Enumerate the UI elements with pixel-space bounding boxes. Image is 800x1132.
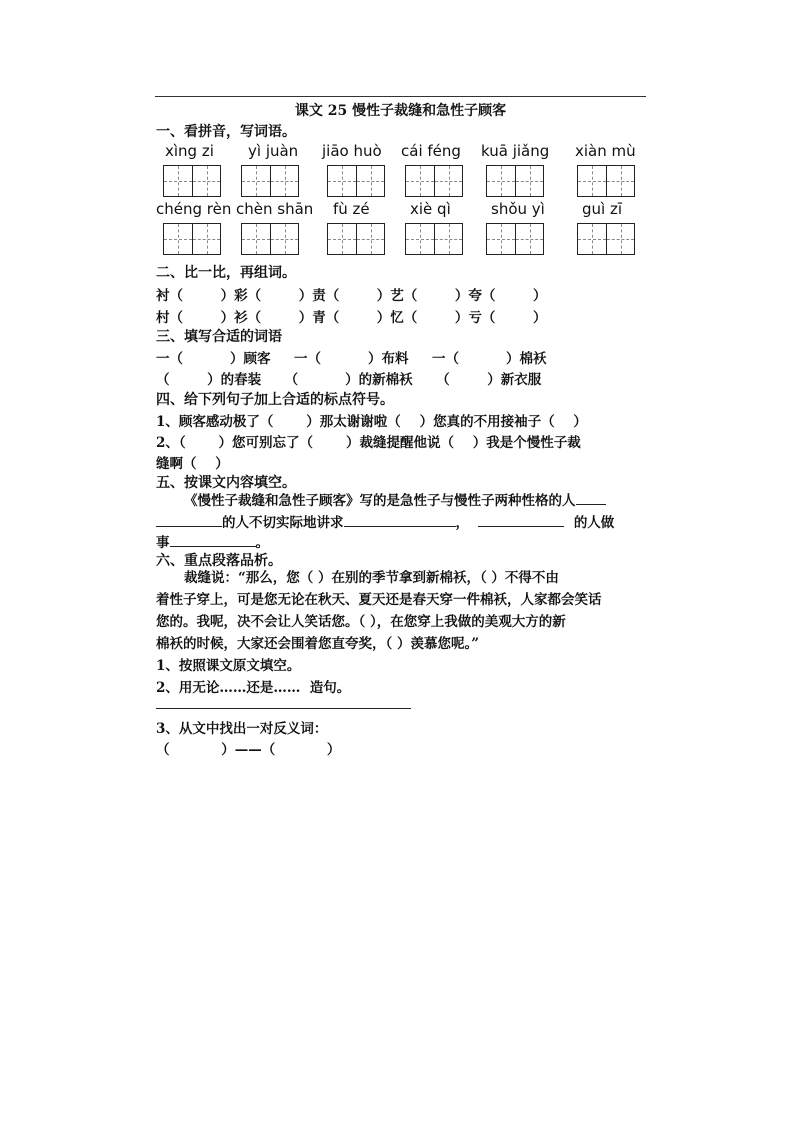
pinyin-label: fù zé — [333, 200, 370, 218]
punctuation-sentence-2: 2、（ ）您可别忘了（ ）裁缝提醒他说（ ）我是个慢性子裁 — [156, 435, 581, 451]
section-5-text: 的人不切实际地讲求 — [222, 515, 344, 531]
pinyin-label: xiàn mù — [575, 142, 636, 160]
page-title: 课文 25 慢性子裁缝和急性子顾客 — [294, 103, 507, 119]
answer-blank[interactable] — [478, 512, 564, 527]
question-1: 1、按照课文原文填空。 — [156, 658, 301, 674]
section-5-line-1 — [156, 490, 648, 512]
writing-grid[interactable] — [577, 165, 635, 197]
passage-line-1: 裁缝说：“那么，您（ ）在别的季节拿到新棉袄，（ ）不得不由 — [184, 570, 559, 586]
writing-grid[interactable] — [405, 165, 463, 197]
section-5-line-2 — [156, 512, 648, 534]
writing-grid[interactable] — [327, 223, 385, 255]
section-4-heading: 四、给下列句子加上合适的标点符号。 — [156, 392, 394, 408]
pinyin-label: xiè qì — [410, 200, 451, 218]
fill-row-1: 一（ ）顾客 一（ ）布料 一（ ）棉袄 — [156, 351, 547, 367]
pinyin-label: chèn shān — [236, 200, 314, 218]
pinyin-label: guì zī — [582, 200, 623, 218]
answer-blank[interactable] — [344, 512, 456, 527]
pinyin-label: cái féng — [401, 142, 461, 160]
section-1-heading: 一、看拼音，写词语。 — [156, 124, 296, 140]
section-5-text: 事 — [156, 535, 170, 551]
section-6-heading: 六、重点段落品析。 — [156, 553, 282, 569]
writing-grid[interactable] — [577, 223, 635, 255]
punctuation-sentence-1: 1、顾客感动极了（ ）那太谢谢啦（ ）您真的不用接袖子（ ） — [156, 414, 587, 430]
writing-grid[interactable] — [486, 223, 544, 255]
section-5-text: ， — [455, 515, 469, 531]
answer-line[interactable] — [156, 708, 411, 709]
answer-blank[interactable] — [576, 490, 606, 505]
writing-grid[interactable] — [241, 223, 299, 255]
section-3-heading: 三、填写合适的词语 — [156, 329, 282, 345]
pinyin-label: jiāo huò — [322, 142, 382, 160]
pinyin-label: shǒu yì — [491, 200, 545, 218]
writing-grid[interactable] — [486, 165, 544, 197]
compare-row-2: 村（ ）衫（ ）青（ ）忆（ ）亏（ ） — [156, 310, 547, 326]
writing-grid[interactable] — [163, 165, 221, 197]
writing-grid[interactable] — [241, 165, 299, 197]
section-5-text: 的人做 — [573, 515, 615, 531]
section-2-heading: 二、比一比，再组词。 — [156, 265, 296, 281]
compare-row-1: 衬（ ）彩（ ）责（ ）艺（ ）夸（ ） — [156, 288, 547, 304]
writing-grid[interactable] — [327, 165, 385, 197]
writing-grid[interactable] — [163, 223, 221, 255]
passage-line-2: 着性子穿上，可是您无论在秋天、夏天还是春天穿一件棉袄，人家都会笑话 — [156, 592, 602, 608]
passage-line-3: 您的。我呢，决不会让人笑话您。（ ），在您穿上我做的美观大方的新 — [156, 614, 566, 630]
question-2: 2、用无论……还是…… 造句。 — [156, 680, 351, 696]
pinyin-label: xìng zi — [165, 142, 214, 160]
answer-blank[interactable] — [156, 512, 222, 527]
passage-line-4: 棉袄的时候，大家还会围着您直夸奖，（ ）羡慕您呢。” — [156, 636, 479, 652]
question-3-answer: （ ）——（ ） — [156, 742, 341, 758]
fill-row-2: （ ）的春装 （ ）的新棉袄 （ ）新衣服 — [156, 372, 542, 388]
answer-blank[interactable] — [170, 532, 256, 547]
section-5-text: 。 — [255, 535, 269, 551]
question-3: 3、从文中找出一对反义词： — [156, 721, 328, 737]
section-5-text: 《慢性子裁缝和急性子顾客》写的是急性子与慢性子两种性格的人 — [184, 493, 576, 509]
punctuation-sentence-2-cont: 缝啊（ ） — [156, 456, 229, 472]
top-rule — [155, 96, 646, 97]
pinyin-label: chéng rèn — [156, 200, 232, 218]
pinyin-label: yì juàn — [248, 142, 299, 160]
section-5-heading: 五、按课文内容填空。 — [156, 475, 296, 491]
pinyin-label: kuā jiǎng — [481, 142, 550, 160]
writing-grid[interactable] — [405, 223, 463, 255]
